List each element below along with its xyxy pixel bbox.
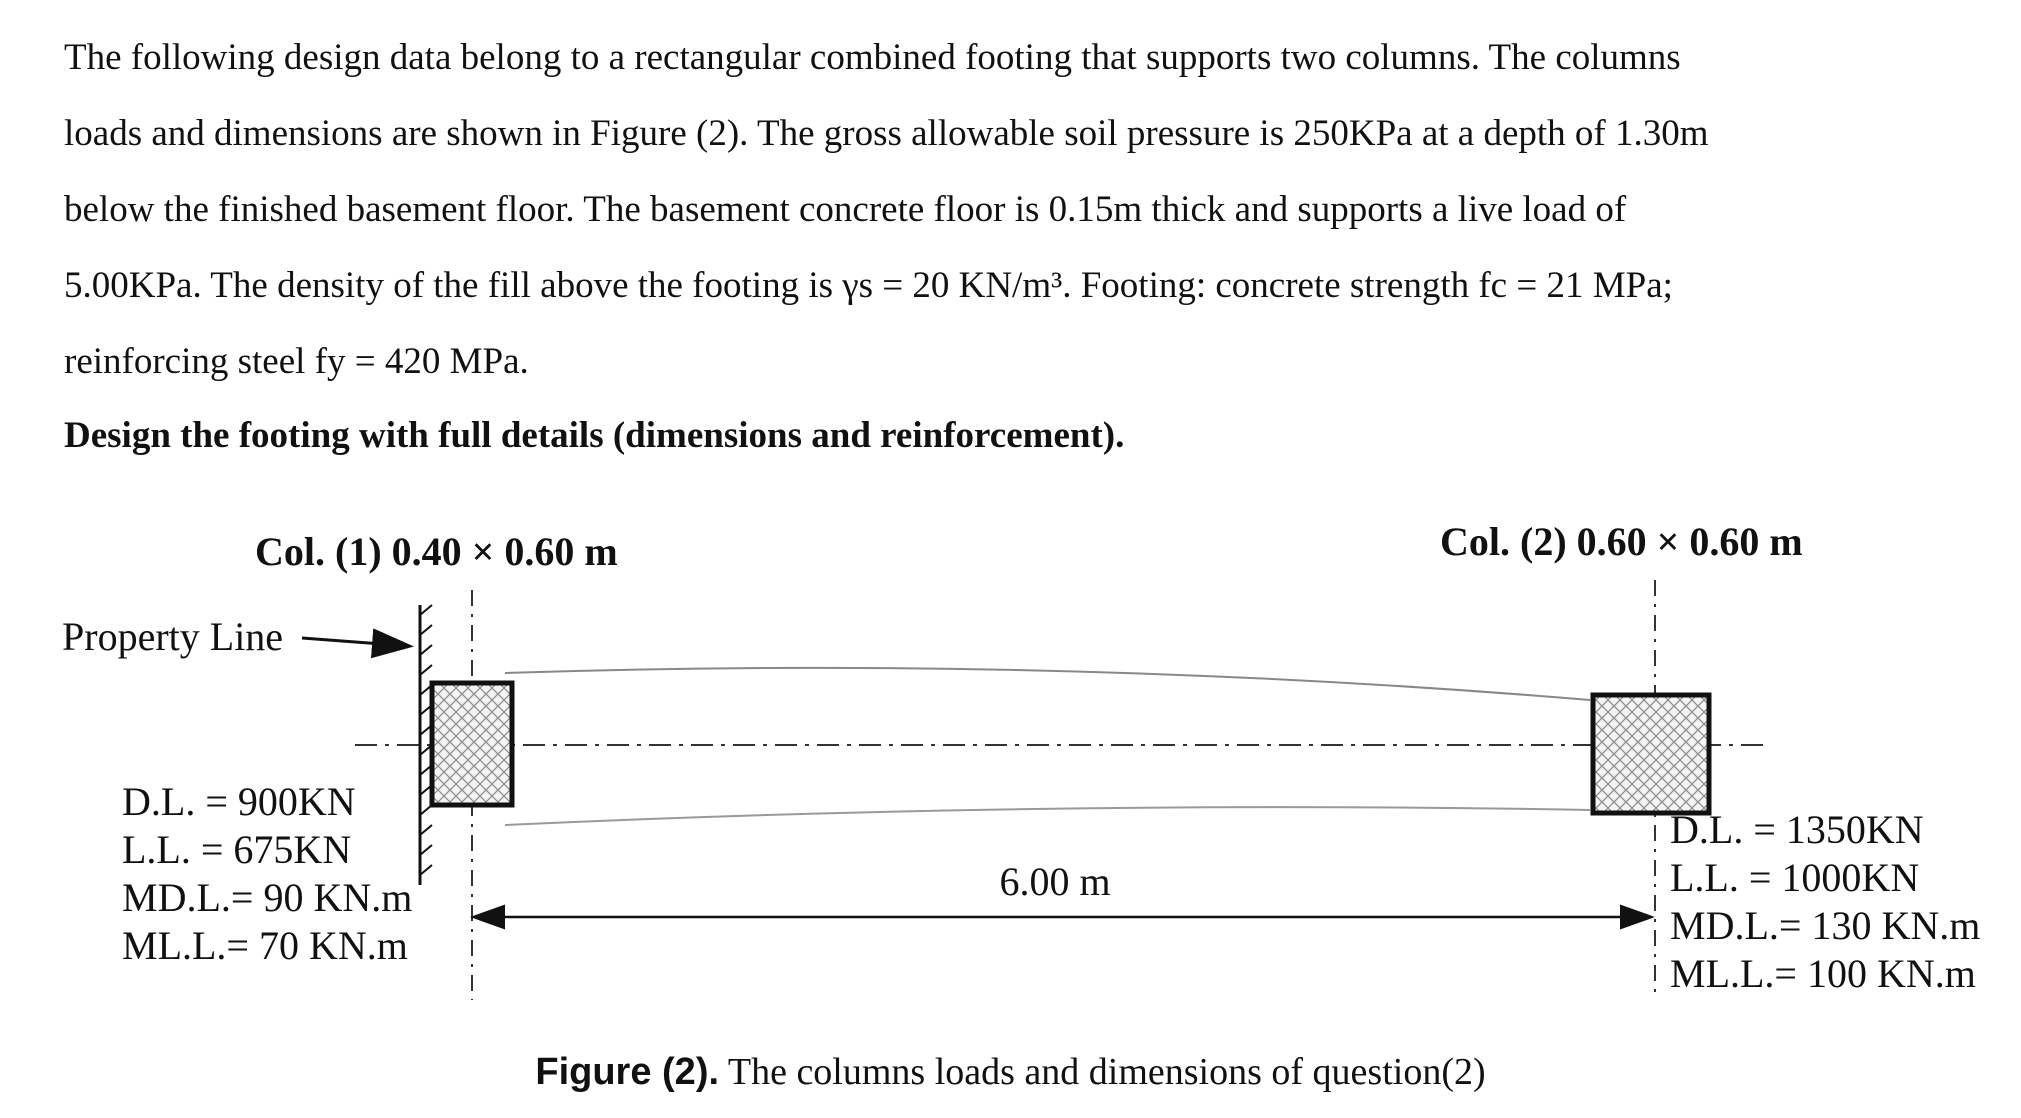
problem-line-4: 5.00KPa. The density of the fill above the footing is γs = 20 KN/m³. Footing: concrete strength fc = 21 MPa; xyxy=(64,265,1673,306)
problem-line-3: below the finished basement floor. The basement concrete floor is 0.15m thick and supports a live load of xyxy=(64,189,1627,230)
col1-title: Col. (1) 0.40 × 0.60 m xyxy=(255,529,618,574)
col2-dead-moment: MD.L.= 130 KN.m xyxy=(1670,903,1981,948)
property-line-label: Property Line xyxy=(62,614,284,659)
footing-top-edge xyxy=(505,668,1590,700)
design-task: Design the footing with full details (dimensions and reinforcement). xyxy=(64,415,1125,456)
col2-live-moment: ML.L.= 100 KN.m xyxy=(1670,951,1976,996)
col2-dead-load: D.L. = 1350KN xyxy=(1670,807,1924,852)
col2-live-load: L.L. = 1000KN xyxy=(1670,855,1920,900)
figure-caption xyxy=(0,1050,2021,1094)
span-dimension: 6.00 m xyxy=(999,859,1111,904)
col1-live-load: L.L. = 675KN xyxy=(122,827,352,872)
column-2 xyxy=(1593,695,1709,813)
problem-line-5: reinforcing steel fy = 420 MPa. xyxy=(64,341,529,382)
col1-dead-moment: MD.L.= 90 KN.m xyxy=(122,875,413,920)
col2-title: Col. (2) 0.60 × 0.60 m xyxy=(1440,520,1803,564)
column-1 xyxy=(432,683,512,805)
problem-line-2: loads and dimensions are shown in Figure (2). The gross allowable soil pressure is 250KPa at a depth of 1.30m xyxy=(64,113,1709,154)
footing-bottom-edge xyxy=(505,807,1590,825)
problem-line-1: The following design data belong to a rectangular combined footing that supports two columns. The columns xyxy=(64,37,1681,78)
footing-figure xyxy=(0,520,2021,1040)
problem-statement xyxy=(64,20,1944,400)
col1-live-moment: ML.L.= 70 KN.m xyxy=(122,923,408,968)
figure-caption-label: Figure (2). xyxy=(535,1051,720,1093)
property-line-arrow xyxy=(302,638,408,646)
col1-dead-load: D.L. = 900KN xyxy=(122,779,356,824)
figure-caption-text: The columns loads and dimensions of question(2) xyxy=(719,1051,1486,1093)
